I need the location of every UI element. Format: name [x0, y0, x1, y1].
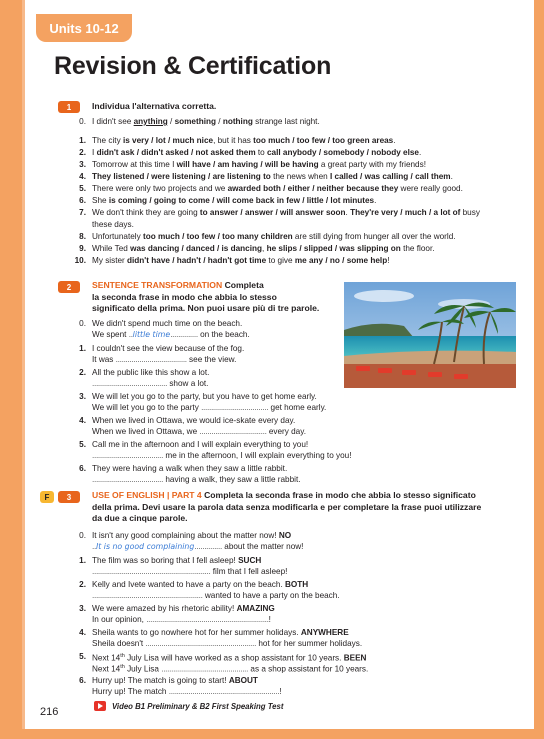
item-rewrite-end: see the view.: [186, 355, 237, 364]
section-1-item: [74, 231, 514, 243]
item-rewrite: [92, 638, 362, 649]
video-link[interactable]: Video B1 Preliminary & B2 First Speaking Test: [112, 702, 284, 711]
item-rewrite: [92, 474, 301, 485]
key-word: ANYWHERE: [300, 628, 349, 637]
key-word: BEEN: [343, 653, 367, 663]
item-blank[interactable]: ..................................: [201, 403, 269, 412]
item-sentence-start: Next 14: [92, 653, 121, 663]
item-options-3[interactable]: too much / too few / too green areas: [253, 136, 394, 145]
section-3-item: [74, 651, 514, 675]
item-rewrite: [92, 354, 236, 365]
section-2-item: [74, 463, 374, 487]
section-2-item: [74, 391, 374, 415]
section-3-item: [74, 627, 514, 651]
section-1-instruction: Individua l'alternativa corretta.: [92, 101, 217, 111]
item-sentence: I couldn't see the view because of the fog.: [92, 344, 245, 353]
item-blank: [92, 542, 222, 551]
item-sep: /: [167, 117, 175, 126]
item-blank[interactable]: ....................................: [115, 355, 187, 364]
item-blank[interactable]: ........................................................: [168, 687, 280, 696]
item-sentence: Call me in the afternoon and I will explain everything to you!: [92, 440, 309, 449]
item-blank: [129, 330, 198, 339]
item-rewrite-end: about the matter now!: [221, 542, 304, 551]
item-text: [92, 207, 480, 218]
item-number: 4.: [79, 628, 86, 637]
item-text: [92, 195, 376, 206]
item-rewrite: [92, 426, 306, 437]
item-rewrite-end: !: [268, 615, 271, 624]
item-rewrite-start: It was: [92, 355, 116, 364]
item-text-2: to give: [266, 256, 295, 265]
item-options-1[interactable]: didn't ask / didn't asked / not asked them: [96, 148, 256, 157]
item-text: [92, 116, 320, 127]
item-rewrite: [92, 686, 282, 697]
section-1-item: [74, 116, 514, 128]
item-number: 6.: [79, 676, 86, 685]
item-number: 1.: [79, 556, 86, 565]
item-text-0: We don't think they are going: [92, 208, 200, 217]
item-number: 4.: [79, 416, 86, 425]
item-rewrite: [92, 541, 303, 552]
item-rewrite-end: show a lot.: [167, 379, 209, 388]
item-options-1[interactable]: didn't have / hadn't / hadn't got time: [127, 256, 267, 265]
item-rewrite-end: get home early.: [268, 403, 327, 412]
item-rewrite-start: We will let you go to the party: [92, 403, 202, 412]
item-options-3[interactable]: me any / no / some help: [294, 256, 388, 265]
item-options-1[interactable]: was dancing / danced / is dancing: [130, 244, 263, 253]
item-rewrite-end: !: [279, 687, 282, 696]
item-number: 4.: [79, 172, 86, 181]
section-2-item: [74, 415, 374, 439]
item-option[interactable]: nothing: [222, 117, 253, 126]
item-blank[interactable]: ..............................................................: [146, 615, 269, 624]
item-rewrite: [92, 614, 271, 625]
item-sentence-text: Hurry up! The match is going to start!: [92, 676, 229, 685]
section-2-item: [74, 343, 374, 367]
item-number: 6.: [79, 196, 86, 205]
item-text-4: .: [374, 196, 377, 205]
item-number: 3.: [79, 604, 86, 613]
item-text-0: She: [92, 196, 109, 205]
item-text-4: .: [393, 136, 396, 145]
item-rewrite-end: film that I fell asleep!: [210, 567, 288, 576]
units-tab: Units 10-12: [36, 14, 132, 42]
section-3-item: [74, 579, 514, 603]
item-number: 5.: [79, 184, 86, 193]
section-2-number: 2: [58, 281, 80, 293]
item-number: 5.: [79, 440, 86, 449]
item-text-4: .: [418, 148, 422, 157]
item-rewrite: [92, 378, 208, 389]
item-sentence-text: Kelly and Ivete wanted to have a party on the beach.: [92, 580, 285, 589]
item-number: 7.: [79, 208, 86, 217]
item-text-4: the floor.: [400, 244, 435, 253]
item-sentence-text: The film was so boring that I fell asleep!: [92, 556, 239, 565]
section-1-item: [74, 159, 514, 171]
item-sentence: We didn't spend much time on the beach.: [92, 319, 243, 328]
item-example-answer: It is no good complaining: [95, 542, 195, 551]
item-options-3[interactable]: They're very / much / a lot of: [350, 208, 461, 217]
item-rewrite-start: In our opinion,: [92, 615, 144, 624]
page-number: 216: [40, 706, 59, 718]
blank-dots: ..............: [170, 330, 198, 339]
video-play-icon[interactable]: [94, 701, 106, 711]
item-options-1[interactable]: is very / lot / much nice: [122, 136, 214, 145]
item-rewrite-start: Next 14: [92, 664, 121, 674]
item-number: 3.: [79, 392, 86, 401]
key-word: AMAZING: [236, 604, 275, 613]
key-word: NO: [278, 531, 292, 540]
item-number: 1.: [79, 344, 86, 353]
item-rewrite-end: every day.: [266, 427, 306, 436]
item-text: [92, 255, 390, 266]
item-text-2: were really good.: [398, 184, 463, 193]
item-text-2: , but it has: [213, 136, 254, 145]
item-text-0: The city: [92, 136, 123, 145]
item-rewrite-end: hot for her summer holidays.: [256, 639, 363, 648]
item-text-pre: I didn't see: [92, 117, 134, 126]
blank-dots: ..: [92, 542, 96, 551]
item-sentence: We will let you go to the party, but you have to get home early.: [92, 392, 317, 401]
item-number: 8.: [79, 232, 86, 241]
item-text-2: a great party with my friends!: [318, 160, 426, 169]
item-text-2: ,: [262, 244, 267, 253]
item-number: 10.: [74, 256, 86, 265]
item-sentence: [92, 530, 291, 541]
item-sentence-text: It isn't any good complaining about the matter now!: [92, 531, 279, 540]
item-blank[interactable]: ....................................: [92, 451, 164, 460]
item-options-0[interactable]: They listened / were listening / are listening to: [92, 172, 271, 181]
item-number: 0.: [79, 531, 86, 540]
item-sentence: [92, 555, 261, 566]
item-blank[interactable]: ..................................: [199, 427, 267, 436]
section-1-item: [74, 135, 514, 147]
item-text: these days.: [92, 220, 134, 229]
item-number: 1.: [79, 136, 86, 145]
item-options-1[interactable]: awarded both / either / neither because they: [227, 184, 399, 193]
item-rewrite: [92, 662, 368, 675]
key-word: ABOUT: [228, 676, 258, 685]
item-rewrite-end: on the beach.: [197, 330, 250, 339]
item-text: [92, 147, 421, 158]
item-sep: /: [215, 117, 223, 126]
item-blank[interactable]: ............................................: [161, 664, 249, 674]
section-3-item: [74, 675, 514, 699]
ordinal-suffix: th: [120, 653, 125, 659]
item-rewrite-end: having a walk, they saw a little rabbit.: [163, 475, 301, 484]
item-text-2: .: [345, 208, 351, 217]
section-1-item: [74, 195, 514, 207]
item-sentence-text: July Lisa will have worked as a shop assistant for 10 years.: [124, 653, 344, 663]
page-title: Revision & Certification: [54, 52, 332, 80]
item-text-4: !: [387, 256, 390, 265]
item-sentence: They were having a walk when they saw a little rabbit.: [92, 464, 288, 473]
item-text-0: My sister: [92, 256, 128, 265]
section-1-item: [74, 255, 514, 267]
section-1-item: [74, 243, 514, 255]
item-number: 3.: [79, 160, 86, 169]
item-text-1: the news when: [270, 172, 330, 181]
item-number: 2.: [79, 580, 86, 589]
item-blank[interactable]: ........................................................: [145, 639, 257, 648]
item-text: [92, 243, 435, 254]
section-3-part: PART 4: [171, 490, 202, 500]
item-text-0: Unfortunately: [92, 232, 143, 241]
section-2-instruction-1: Completa: [224, 280, 264, 290]
item-number: 6.: [79, 464, 86, 473]
item-text-2: to: [255, 148, 267, 157]
section-1-item: [74, 207, 514, 219]
blank-dots: ..............: [194, 542, 222, 551]
item-rewrite-end: me in the afternoon, I will explain everything to you!: [163, 451, 352, 460]
item-text: [92, 159, 426, 170]
item-rewrite-start: When we lived in Ottawa, we: [92, 427, 200, 436]
section-3-heading: USE OF ENGLISH: [92, 490, 165, 500]
section-2-item: [74, 318, 374, 342]
item-rewrite-end: as a shop assistant for 10 years.: [248, 664, 369, 674]
item-rewrite: [92, 450, 352, 461]
item-rewrite: [92, 590, 340, 601]
ordinal-suffix: th: [120, 664, 125, 670]
item-text: [92, 231, 456, 242]
item-sentence: When we lived in Ottawa, we would ice-skate every day.: [92, 416, 296, 425]
item-number: 2.: [79, 148, 86, 157]
section-1-number: 1: [58, 101, 80, 113]
item-options-2[interactable]: I called / was calling / call them: [329, 172, 451, 181]
item-sentence-text: We were amazed by his rhetoric ability!: [92, 604, 237, 613]
section-3-item: [74, 603, 514, 627]
item-rewrite-start-2: July Lisa: [124, 664, 159, 674]
section-3-item: [74, 530, 514, 554]
section-2-instruction-3: significato della prima. Non puoi usare più di tre parole.: [92, 303, 320, 313]
item-text-0: I: [92, 148, 97, 157]
item-blank[interactable]: ....................................: [92, 475, 164, 484]
item-rewrite: [92, 566, 287, 577]
item-sentence: [92, 675, 258, 686]
item-number: 0.: [79, 117, 86, 126]
item-sentence: All the public like this show a lot.: [92, 368, 210, 377]
item-rewrite-start: We spent: [92, 330, 129, 339]
item-text: [92, 183, 463, 194]
item-options-3[interactable]: he slips / slipped / was slipping on: [266, 244, 401, 253]
item-text-0: Tomorrow at this time I: [92, 160, 177, 169]
item-text-2: are still dying from hunger all over the world.: [292, 232, 456, 241]
key-word: BOTH: [285, 580, 309, 589]
item-options-3[interactable]: in few / little / lot minutes: [276, 196, 375, 205]
section-3-f-badge: F: [40, 491, 54, 503]
item-options-1[interactable]: will have / am having / will be having: [176, 160, 319, 169]
item-rewrite-start: Sheila doesn't: [92, 639, 144, 648]
item-example-answer: little time: [132, 330, 171, 339]
item-text: [92, 135, 396, 146]
section-1-item: [74, 171, 514, 183]
item-text-3: .: [450, 172, 453, 181]
item-answer-underlined: anything: [133, 117, 168, 126]
section-2-instruction: [92, 280, 342, 315]
item-sentence: [92, 627, 349, 638]
frame-shade: [22, 0, 25, 729]
item-options-3[interactable]: call anybody / somebody / nobody else: [267, 148, 419, 157]
item-sentence-text: Sheila wants to go nowhere hot for her summer holidays.: [92, 628, 301, 637]
section-1-item: [74, 183, 514, 195]
item-number: 0.: [79, 319, 86, 328]
item-number: 2.: [79, 368, 86, 377]
section-1-item: [74, 147, 514, 159]
section-3-instruction-1: Completa la seconda frase in modo che abbia lo stesso significato: [204, 490, 476, 500]
item-options-1[interactable]: is coming / going to come / will come back: [108, 196, 275, 205]
item-rewrite: [92, 402, 326, 413]
section-2-item: [74, 439, 374, 463]
section-3-instruction-2: della prima. Devi usare la parola data senza modificarla e per completare la frase puoi utilizzare: [92, 501, 482, 512]
blank-dots: ..: [128, 330, 133, 339]
item-options-1[interactable]: too much / too few / too many children: [142, 232, 293, 241]
item-text-post: strange last night.: [252, 117, 320, 126]
item-rewrite: [92, 329, 250, 340]
section-2-instruction-2: la seconda frase in modo che abbia lo stesso: [92, 291, 277, 302]
item-text: [92, 171, 453, 182]
item-number: 9.: [79, 244, 86, 253]
item-rewrite-start: Hurry up! The match: [92, 687, 167, 696]
section-3-instruction-3: da due a cinque parole.: [92, 513, 188, 523]
item-text-4: busy: [460, 208, 480, 217]
item-blank[interactable]: ........................................................: [92, 591, 203, 600]
item-rewrite-end: wanted to have a party on the beach.: [202, 591, 340, 600]
section-2-heading: SENTENCE TRANSFORMATION: [92, 280, 223, 290]
item-text-0: There were only two projects and we: [92, 184, 228, 193]
item-option[interactable]: something: [174, 117, 216, 126]
item-sentence: [92, 603, 275, 614]
section-3-separator: |: [166, 490, 170, 500]
item-blank[interactable]: ......................................: [92, 379, 168, 388]
item-text-0: While Ted: [92, 244, 131, 253]
item-blank[interactable]: ............................................................: [92, 567, 211, 576]
section-3-item: [74, 555, 514, 579]
section-3-number: 3: [58, 491, 80, 503]
section-3-instruction: [92, 490, 522, 525]
item-sentence: [92, 579, 308, 590]
key-word: SUCH: [238, 556, 262, 565]
item-options-1[interactable]: to answer / answer / will answer soon: [199, 208, 346, 217]
section-2-item: [74, 367, 374, 391]
item-number: 5.: [79, 652, 86, 661]
